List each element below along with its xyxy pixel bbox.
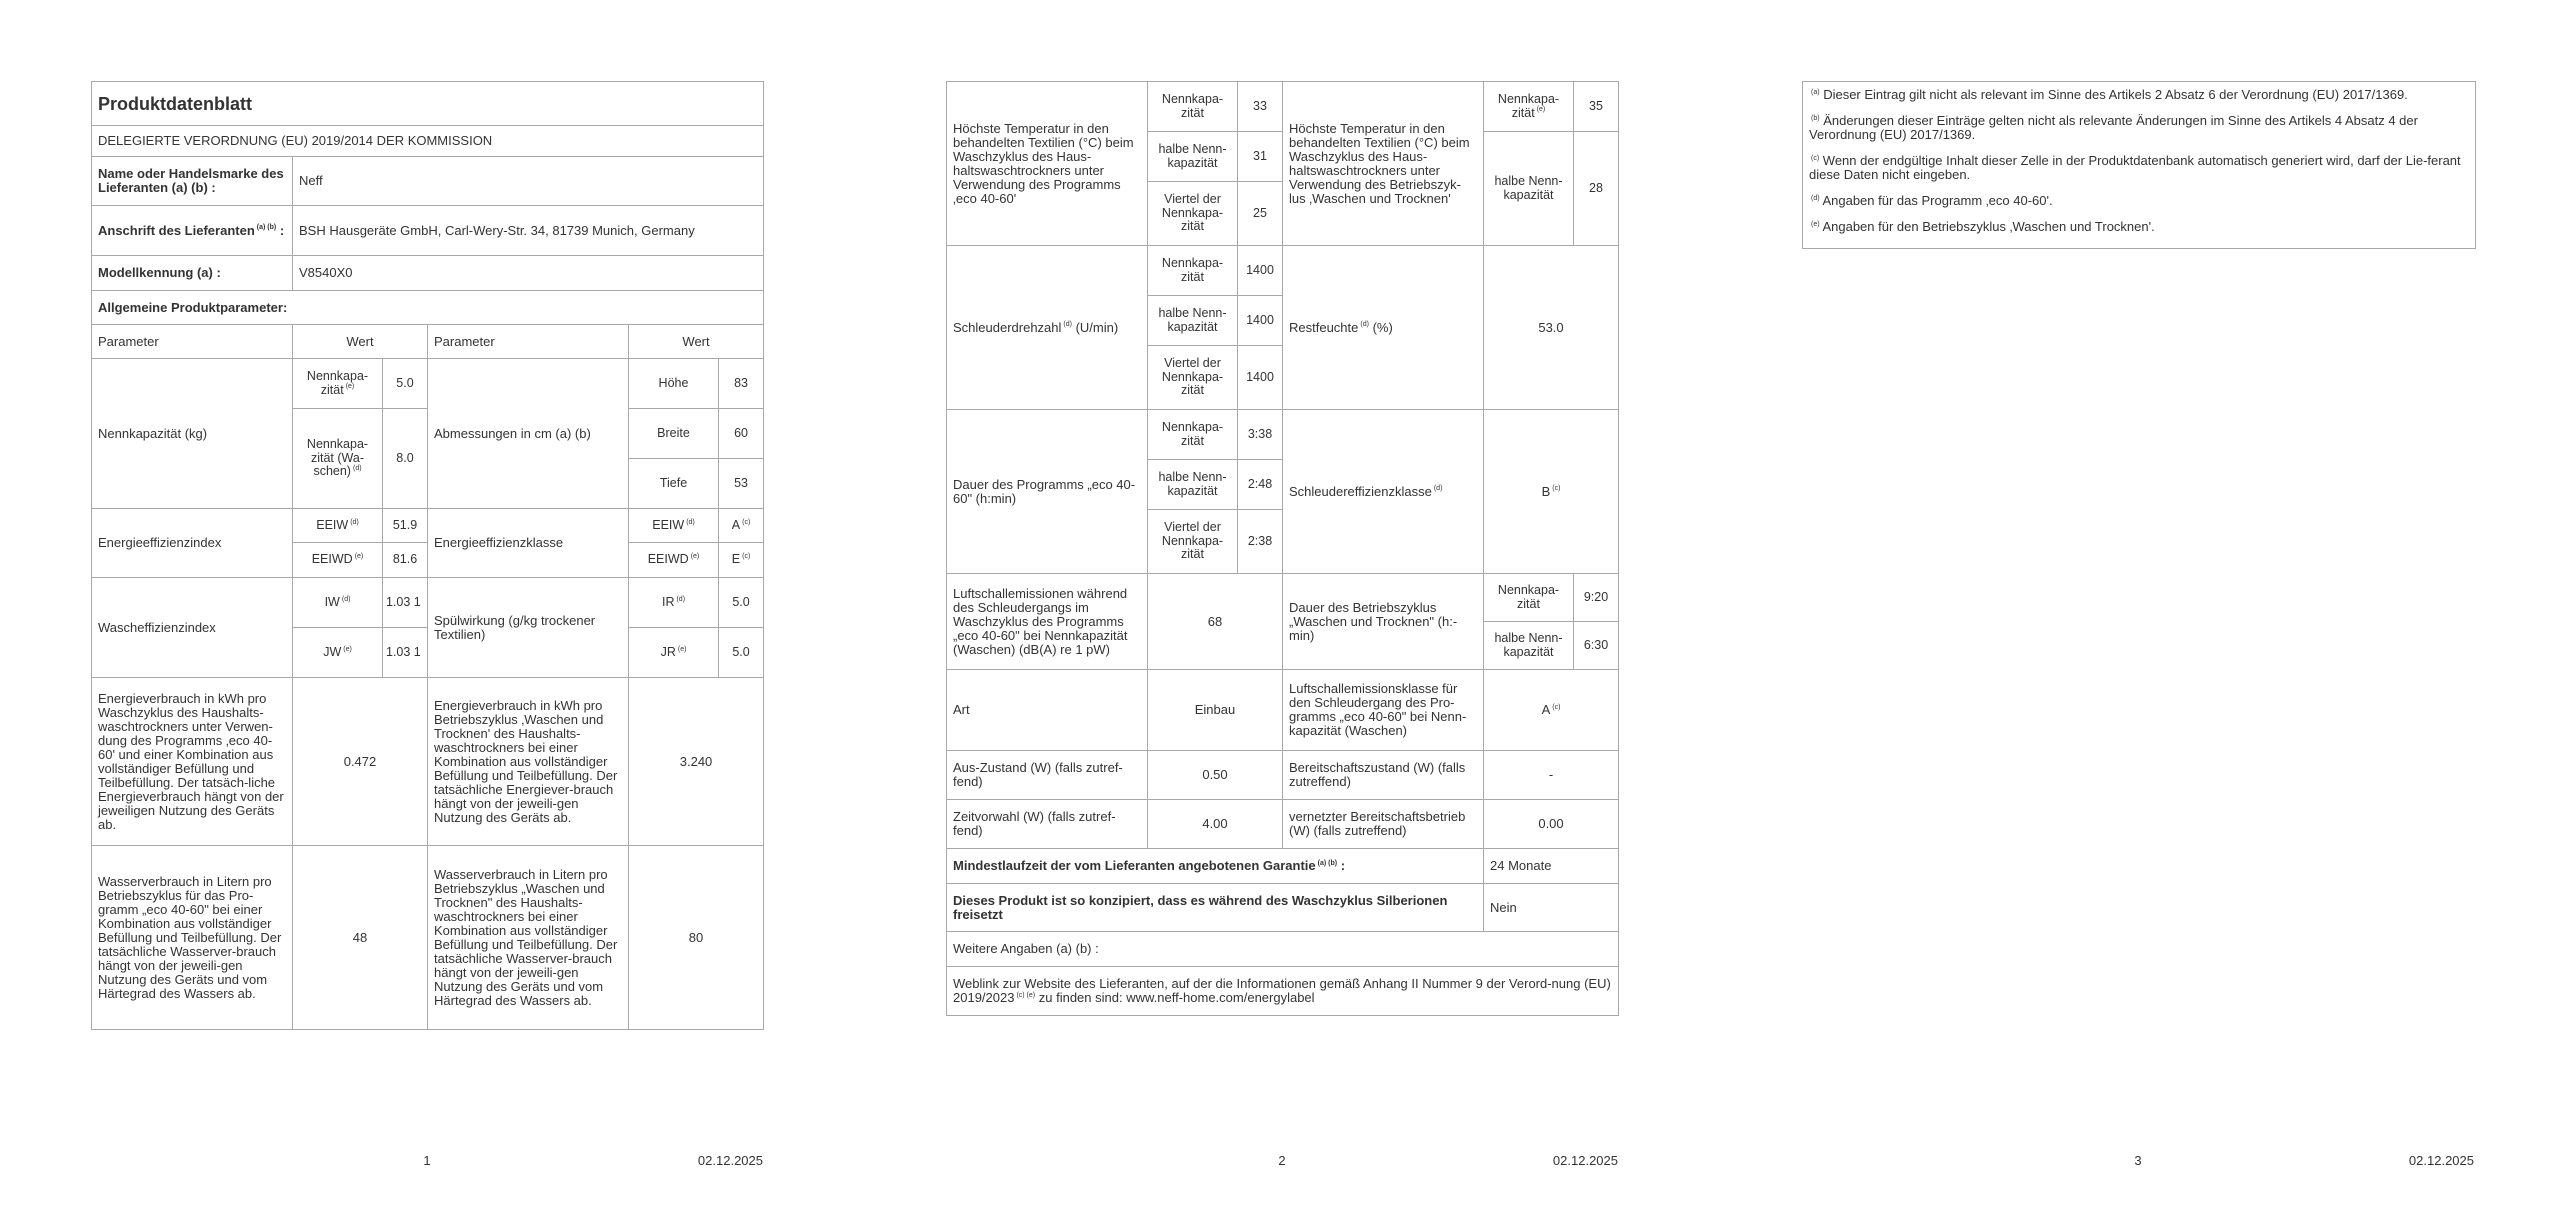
jw-value: 1.03 1 (383, 628, 428, 678)
eek-w-label: EEIW $^{(d)}$ (629, 509, 719, 543)
water-wash-label: Wasserverbrauch in Litern pro Betriebszyklus für das Pro-gramm „eco 40-60" bei einer Kombination aus vollständiger Befüllung und Teilbefüllung. Der tatsächliche Wasserver-brauch hängt von der jeweili-gen Nutzung des Geräts und vom Härtegrad des Wassers ab. (92, 846, 293, 1030)
temp-washdry-nenn-label: Nennkapa-zität $^{(e)}$ (1484, 82, 1574, 132)
eek-w-value: A $^{(c)}$ (719, 509, 764, 543)
energy-wash-label: Energieverbrauch in kWh pro Waschzyklus des Haushalts-waschtrockners unter Verwen-dung des Programms ‚eco 40-60' und einer Kombination aus vollständiger Befüllung und Teilbefüllung. Der tatsäch-liche Energieverbrauch hängt von der jeweiligen Nutzung des Geräts ab. (92, 678, 293, 846)
warranty-value: 24 Monate (1484, 849, 1619, 884)
water-wash-value: 48 (293, 846, 428, 1030)
noise-value: 68 (1148, 574, 1283, 670)
height-value: 83 (719, 359, 764, 409)
temp-washdry-label: Höchste Temperatur in den behandelten Textilien (°C) beim Waschzyklus des Haus-haltswaschtrockners unter Verwendung des Betriebszyk-lus ‚Waschen und Trocknen' (1283, 82, 1484, 246)
jw-label: JW $^{(e)}$ (293, 628, 383, 678)
address-value: BSH Hausgeräte GmbH, Carl-Wery-Str. 34, 81739 Munich, Germany (293, 206, 764, 256)
eek-wd-value: E $^{(c)}$ (719, 543, 764, 578)
temp-wash-halbe-value: 31 (1238, 132, 1283, 182)
duration-viertel-label: Viertel der Nennkapa-zität (1148, 510, 1238, 574)
wash-efficiency-label: Wascheffizienzindex (92, 578, 293, 678)
dimensions-label: Abmessungen in cm (a) (b) (428, 359, 629, 509)
height-label: Höhe (629, 359, 719, 409)
type-label: Art (947, 670, 1148, 751)
depth-value: 53 (719, 459, 764, 509)
ir-label: IR $^{(d)}$ (629, 578, 719, 628)
cycle-nenn-label: Nennkapa-zität (1484, 574, 1574, 622)
duration-halbe-value: 2:48 (1238, 460, 1283, 510)
energy-washdry-label: Energieverbrauch in kWh pro Betriebszyklus ‚Waschen und Trocknen' des Haushalts-waschtrockners bei einer Kombination aus vollständiger Befüllung und Teilbefüllung. Der tatsächliche Energiever-brauch hängt von der jeweili-gen Nutzung des Geräts ab. (428, 678, 629, 846)
page-1 (91, 0, 763, 1206)
noise-class-label: Luftschallemissionsklasse für den Schleudergang des Pro-gramms „eco 40-60" bei Nenn-kapazität (Waschen) (1283, 670, 1484, 751)
cycle-halbe-value: 6:30 (1574, 622, 1619, 670)
eei-label: Energieeffizienzindex (92, 509, 293, 578)
further-info-label: Weitere Angaben (a) (b) : (947, 932, 1619, 967)
capacity-label: Nennkapazität (kg) (92, 359, 293, 509)
standby-label: Bereitschaftszustand (W) (falls zutreffend) (1283, 751, 1484, 800)
brand-value: Neff (293, 157, 764, 206)
temp-washdry-halbe-value: 28 (1574, 132, 1619, 246)
footnotes-box (1802, 81, 2476, 249)
jr-label: JR $^{(e)}$ (629, 628, 719, 678)
regulation-title: DELEGIERTE VERORDNUNG (EU) 2019/2014 DER KOMMISSION (92, 126, 764, 157)
footer-date: 02.12.2025 (697, 1153, 763, 1168)
capacity-wash-value: 8.0 (383, 409, 428, 509)
network-standby-value: 0.00 (1484, 800, 1619, 849)
warranty-label: Mindestlaufzeit der vom Lieferanten angebotenen Garantie $^{(a) (b)}$ : (947, 849, 1484, 884)
spin-halbe-label: halbe Nenn-kapazität (1148, 296, 1238, 346)
spin-nenn-label: Nennkapa-zität (1148, 246, 1238, 296)
off-mode-value: 0.50 (1148, 751, 1283, 800)
spin-class-label: Schleudereffizienzklasse $^{(d)}$ (1283, 410, 1484, 574)
duration-nenn-value: 3:38 (1238, 410, 1283, 460)
page-number: 3 (2134, 1153, 2142, 1168)
footnote-d: $^{(d)}$ Angaben für das Programm ‚eco 40-60'. (1811, 193, 2053, 208)
jr-value: 5.0 (719, 628, 764, 678)
temp-wash-nenn-label: Nennkapa-zität (1148, 82, 1238, 132)
footer-date: 02.12.2025 (1552, 1153, 1618, 1168)
temp-washdry-halbe-label: halbe Nenn-kapazität (1484, 132, 1574, 246)
weblink-text: Weblink zur Website des Lieferanten, auf der die Informationen gemäß Anhang II Nummer 9 der Verord-nung (EU) 2019/2023 $^{(c) (e)}$ zu finden sind: www.neff-home.com/energylabel (947, 967, 1619, 1016)
cycle-duration-label: Dauer des Betriebszyklus „Waschen und Trocknen" (h:-min) (1283, 574, 1484, 670)
duration-label: Dauer des Programms „eco 40-60" (h:min) (947, 410, 1148, 574)
type-value: Einbau (1148, 670, 1283, 751)
temp-washdry-nenn-value: 35 (1574, 82, 1619, 132)
temp-wash-halbe-label: halbe Nenn-kapazität (1148, 132, 1238, 182)
delay-start-label: Zeitvorwahl (W) (falls zutref-fend) (947, 800, 1148, 849)
residual-moisture-label: Restfeuchte $^{(d)}$ (%) (1283, 246, 1484, 410)
noise-class-value: A $^{(c)}$ (1484, 670, 1619, 751)
page-footer (1802, 1153, 2474, 1169)
capacity-wash-dry-label: Nennkapa-zität $^{(e)}$ (293, 359, 383, 409)
capacity-wash-dry-value: 5.0 (383, 359, 428, 409)
silver-ions-label: Dieses Produkt ist so konzipiert, dass es während des Waschzyklus Silberionen freisetzt (947, 884, 1484, 932)
footnote-a: $^{(a)}$ Dieser Eintrag gilt nicht als relevant im Sinne des Artikels 2 Absatz 6 der Verordnung (EU) 2017/1369. (1811, 87, 2408, 102)
page-3 (1802, 0, 2474, 1206)
footnote-c: $^{(c)}$ Wenn der endgültige Inhalt dieser Zelle in der Produktdatenbank automatisch generiert wird, darf der Lie-ferant diese Daten nicht eingeben. (1809, 153, 2461, 182)
address-label: Anschrift des Lieferanten $^{(a) (b)}$ : (92, 206, 293, 256)
spin-nenn-value: 1400 (1238, 246, 1283, 296)
temp-wash-viertel-label: Viertel der Nennkapa-zität (1148, 182, 1238, 246)
rinse-label: Spülwirkung (g/kg trockener Textilien) (428, 578, 629, 678)
spin-halbe-value: 1400 (1238, 296, 1283, 346)
network-standby-label: vernetzter Bereitschaftsbetrieb (W) (falls zutreffend) (1283, 800, 1484, 849)
spin-viertel-label: Viertel der Nennkapa-zität (1148, 346, 1238, 410)
general-params-heading: Allgemeine Produktparameter: (92, 291, 764, 325)
eeiwd-label: EEIWD $^{(e)}$ (293, 543, 383, 578)
energy-wash-value: 0.472 (293, 678, 428, 846)
duration-halbe-label: halbe Nenn-kapazität (1148, 460, 1238, 510)
page-number: 2 (1278, 1153, 1286, 1168)
eek-wd-label: EEIWD $^{(e)}$ (629, 543, 719, 578)
brand-label: Name oder Handelsmarke des Lieferanten (a) (b) : (92, 157, 293, 206)
footnote-b: $^{(b)}$ Änderungen dieser Einträge gelten nicht als relevante Änderungen im Sinne des Artikels 4 Absatz 4 der Verordnung (EU) 2017/1369. (1809, 113, 2418, 142)
model-value: V8540X0 (293, 256, 764, 291)
page-footer (91, 1153, 763, 1169)
residual-moisture-value: 53.0 (1484, 246, 1619, 410)
silver-ions-value: Nein (1484, 884, 1619, 932)
header-parameter: Parameter (428, 325, 629, 359)
width-value: 60 (719, 409, 764, 459)
cycle-nenn-value: 9:20 (1574, 574, 1619, 622)
ir-value: 5.0 (719, 578, 764, 628)
sheet-title: Produktdatenblatt (92, 82, 764, 126)
capacity-wash-label: Nennkapa-zität (Wa-schen) $^{(d)}$ (293, 409, 383, 509)
iw-value: 1.03 1 (383, 578, 428, 628)
standby-value: - (1484, 751, 1619, 800)
duration-nenn-label: Nennkapa-zität (1148, 410, 1238, 460)
temp-wash-nenn-value: 33 (1238, 82, 1283, 132)
depth-label: Tiefe (629, 459, 719, 509)
header-parameter: Parameter (92, 325, 293, 359)
water-washdry-value: 80 (629, 846, 764, 1030)
cycle-halbe-label: halbe Nenn-kapazität (1484, 622, 1574, 670)
energy-washdry-value: 3.240 (629, 678, 764, 846)
noise-label: Luftschallemissionen während des Schleudergangs im Waschzyklus des Programms „eco 40-60" bei Nennkapazität (Waschen) (dB(A) re 1 pW) (947, 574, 1148, 670)
page-footer (946, 1153, 1618, 1169)
footer-date: 02.12.2025 (2408, 1153, 2474, 1168)
header-value: Wert (629, 325, 764, 359)
eeiw-label: EEIW $^{(d)}$ (293, 509, 383, 543)
product-data-table-2 (946, 81, 1619, 1016)
eeiwd-value: 81.6 (383, 543, 428, 578)
page-2 (946, 0, 1618, 1206)
water-washdry-label: Wasserverbrauch in Litern pro Betriebszyklus „Waschen und Trocknen" des Haushalts-waschtrockners bei einer Kombination aus vollständiger Befüllung und Teilbefüllung. Der tatsächliche Wasserver-brauch hängt von der jeweili-gen Nutzung des Geräts und vom Härtegrad des Wassers ab. (428, 846, 629, 1030)
temp-wash-viertel-value: 25 (1238, 182, 1283, 246)
delay-start-value: 4.00 (1148, 800, 1283, 849)
eeiw-value: 51.9 (383, 509, 428, 543)
temp-wash-label: Höchste Temperatur in den behandelten Textilien (°C) beim Waschzyklus des Haus-haltswaschtrockners unter Verwendung des Programms ‚eco 40-60' (947, 82, 1148, 246)
duration-viertel-value: 2:38 (1238, 510, 1283, 574)
model-label: Modellkennung (a) : (92, 256, 293, 291)
footnote-e: $^{(e)}$ Angaben für den Betriebszyklus ‚Waschen und Trocknen'. (1811, 219, 2155, 234)
page-number: 1 (423, 1153, 431, 1168)
product-data-table-1 (91, 81, 764, 1030)
spin-viertel-value: 1400 (1238, 346, 1283, 410)
spin-speed-label: Schleuderdrehzahl $^{(d)}$ (U/min) (947, 246, 1148, 410)
iw-label: IW $^{(d)}$ (293, 578, 383, 628)
off-mode-label: Aus-Zustand (W) (falls zutref-fend) (947, 751, 1148, 800)
eek-label: Energieeffizienzklasse (428, 509, 629, 578)
spin-class-value: B $^{(c)}$ (1484, 410, 1619, 574)
header-value: Wert (293, 325, 428, 359)
width-label: Breite (629, 409, 719, 459)
